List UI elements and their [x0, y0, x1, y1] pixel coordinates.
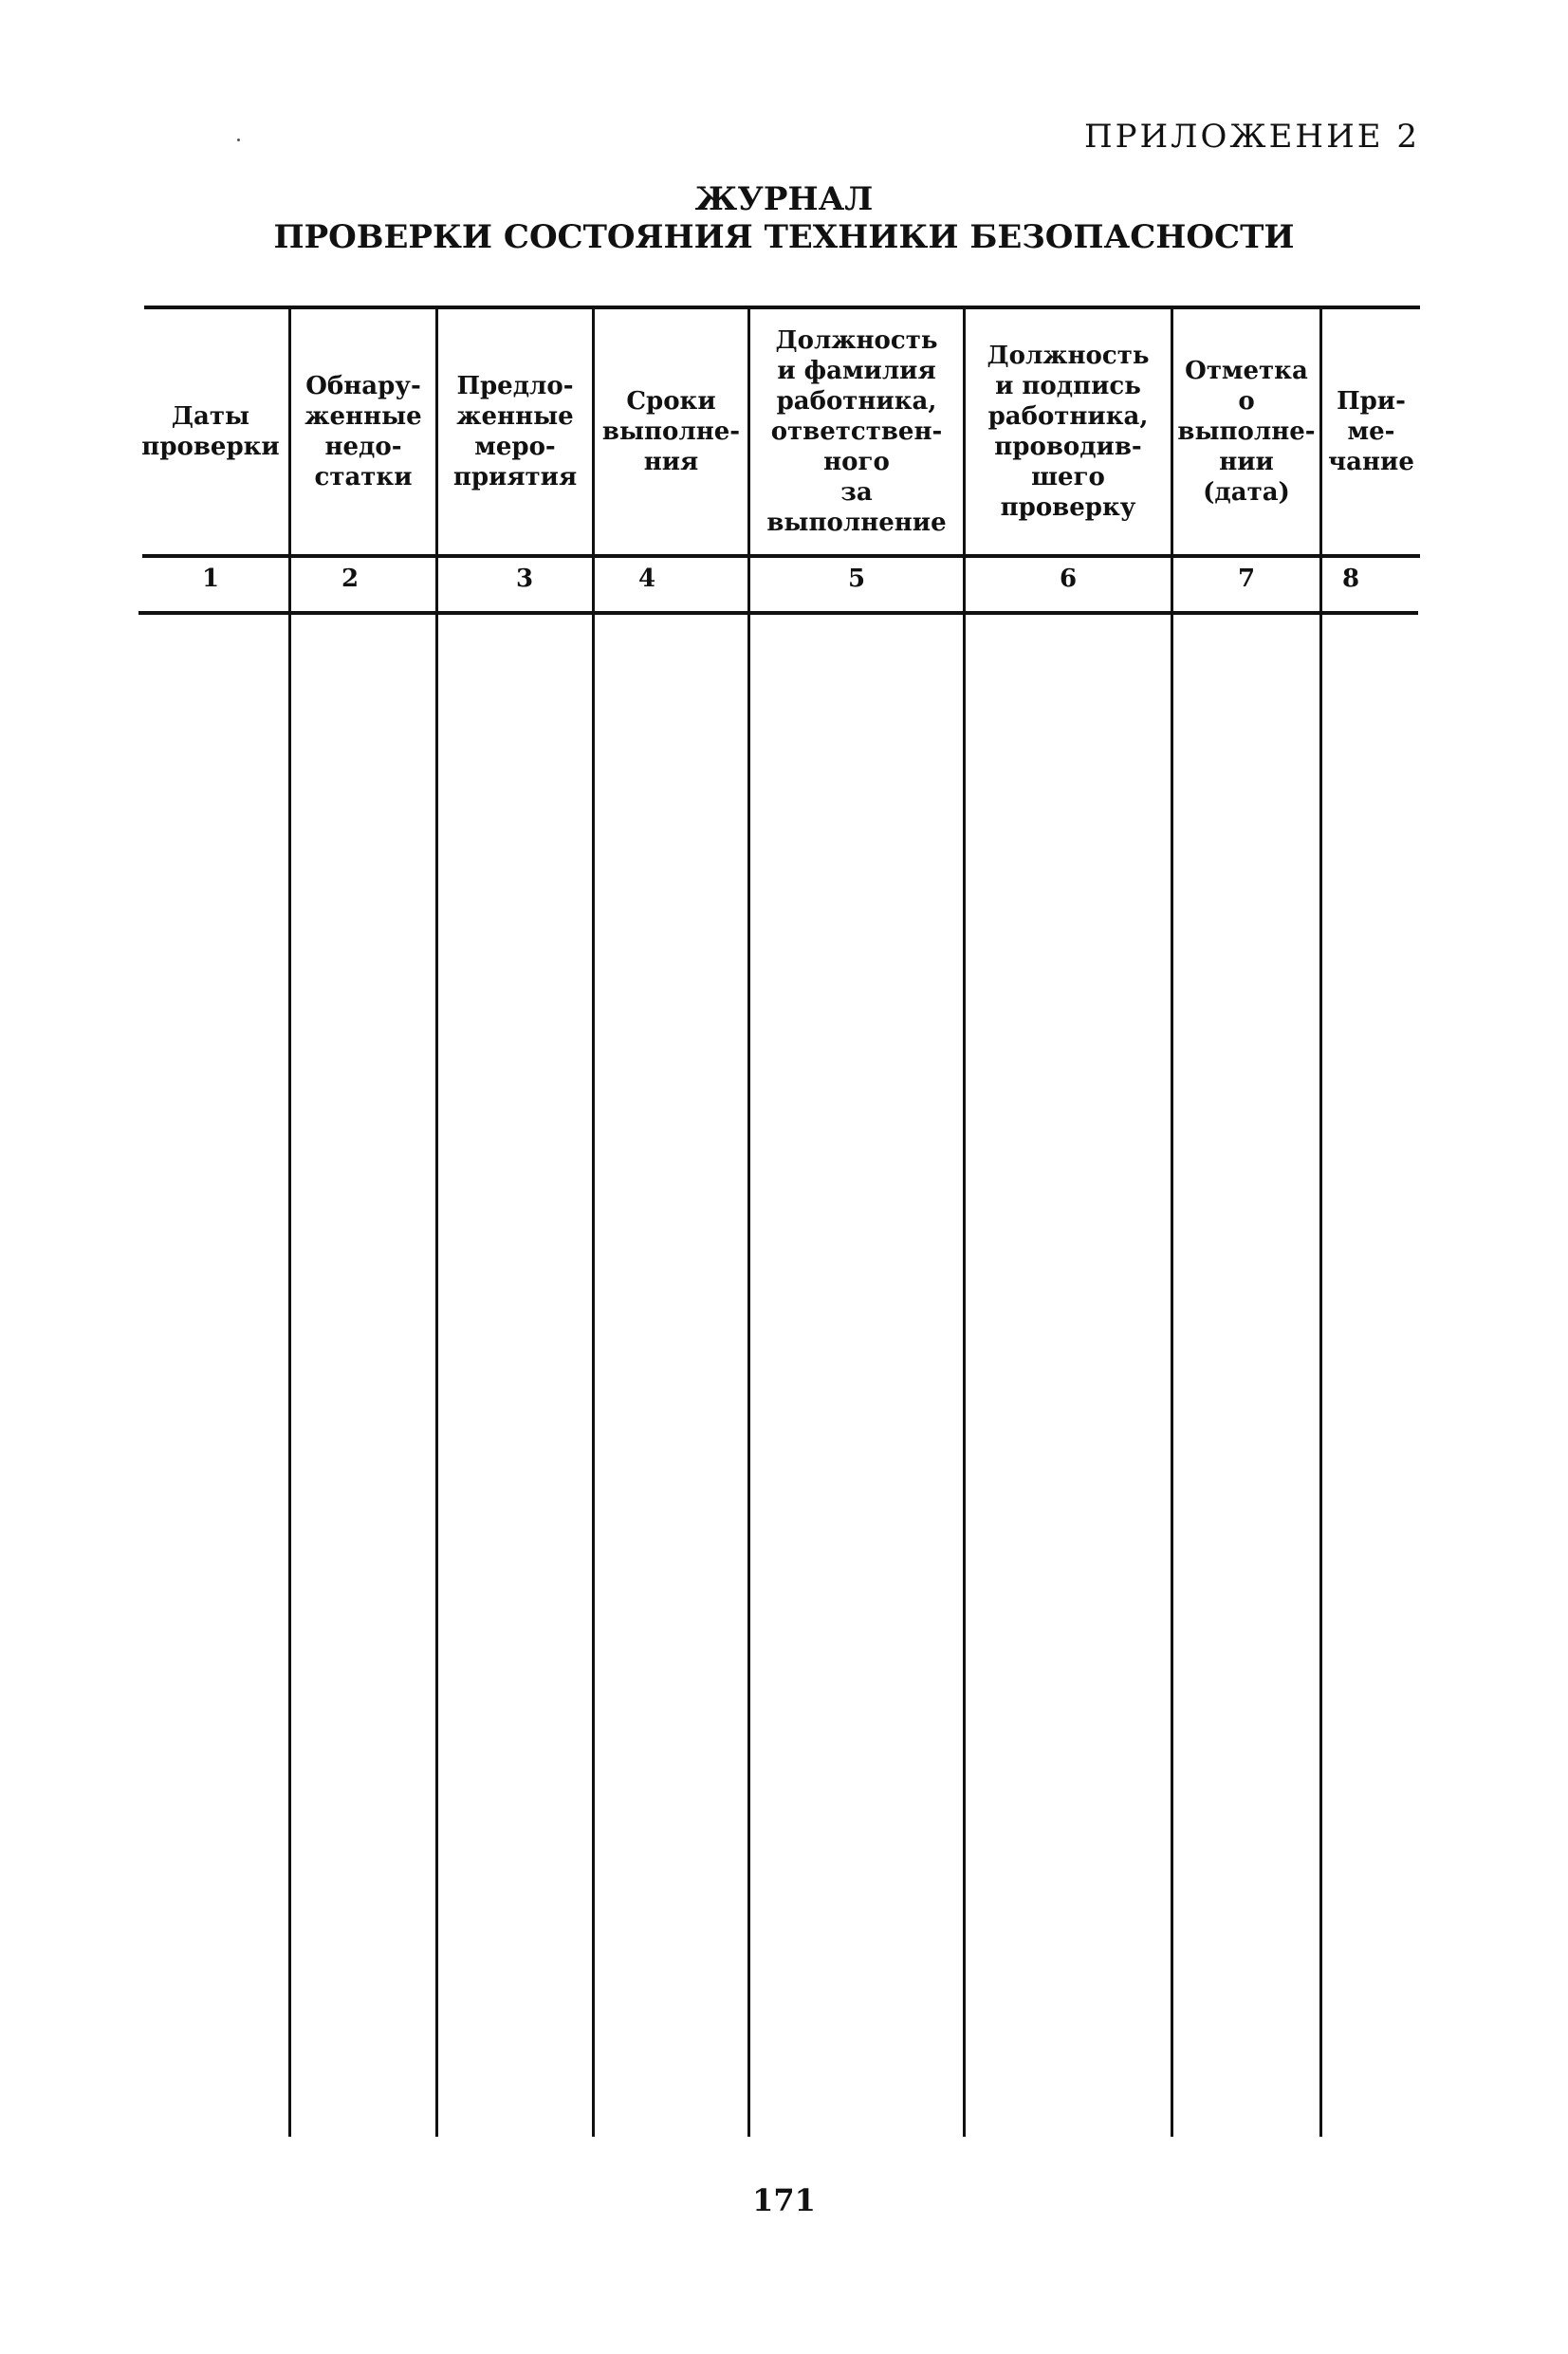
number-row-bottom-rule: [138, 611, 1418, 615]
column-header-dates: Даты проверки: [141, 402, 280, 461]
column-number: 8: [1341, 565, 1360, 593]
column-header-inspector: Должность и подпись работника, проводив- шего проверку: [987, 342, 1150, 522]
column-header-proposed-measures: Предло- женные меро- приятия: [452, 372, 578, 491]
appendix-label: ПРИЛОЖЕНИЕ 2: [1083, 118, 1420, 156]
column-number: 6: [1059, 565, 1078, 593]
speck: [237, 139, 240, 141]
column-header-note: При- ме- чание: [1328, 387, 1414, 476]
column-number: 7: [1237, 565, 1256, 593]
column-number: 2: [341, 565, 360, 593]
page-number: 171: [752, 2182, 816, 2218]
column-number: 1: [201, 565, 220, 593]
journal-title: ЖУРНАЛ: [694, 180, 874, 218]
column-header-found-defects: Обнару- женные недо- статки: [304, 372, 422, 491]
column-number: 4: [637, 565, 656, 593]
column-number: 5: [847, 565, 866, 593]
column-number: 3: [515, 565, 534, 593]
column-header-responsible-person: Должность и фамилия работника, ответствен- ного за выполнение: [766, 326, 947, 537]
column-header-deadlines: Сроки выполне- ния: [601, 387, 741, 476]
column-header-completion-mark: Отметка о выполне- нии (дата): [1177, 357, 1316, 507]
header-bottom-rule: [142, 554, 1420, 558]
journal-subtitle: ПРОВЕРКИ СОСТОЯНИЯ ТЕХНИКИ БЕЗОПАСНОСТИ: [273, 218, 1295, 256]
